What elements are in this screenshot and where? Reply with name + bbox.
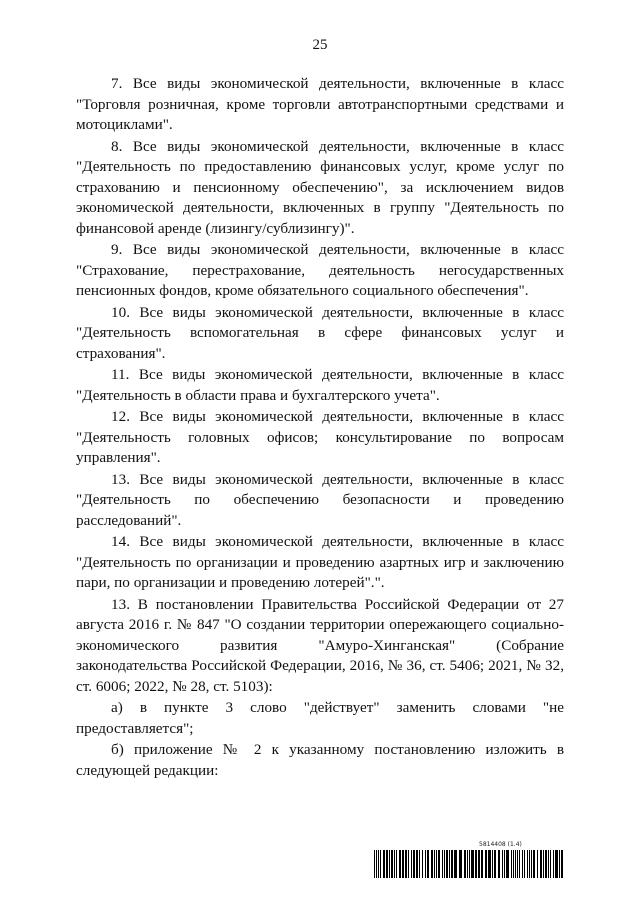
paragraph-section-13: 13. В постановлении Правительства Российской Федерации от 27 августа 2016 г. № 847 "О создании территории опережающего социально-экономического развития "Амуро-Хинганская" (Собрание законодательства Российской Федерации, 2016, № 36, ст. 5406; 2021, № 32, ст. 6006; 2022, № 28, ст. 5103):: [76, 595, 564, 695]
page-number: 25: [312, 37, 328, 53]
paragraph-item-7: 7. Все виды экономической деятельности, включенные в класс "Торговля розничная, кроме торговли автотранспортными средствами и мотоциклами".: [76, 75, 564, 133]
paragraph-item-12: 12. Все виды экономической деятельности, включенные в класс "Деятельность головных офисов; консультирование по вопросам управления".: [76, 408, 564, 466]
paragraph-item-13: 13. Все виды экономической деятельности, включенные в класс "Деятельность по обеспечению безопасности и проведению расследований".: [76, 470, 564, 529]
paragraph-subitem-b: б) приложение № 2 к указанному постановлению изложить в следующей редакции:: [76, 741, 564, 779]
paragraph-item-8: 8. Все виды экономической деятельности, включенные в класс "Деятельность по предоставлению финансовых услуг, кроме услуг по страхованию и пенсионному обеспечению", за исключением видов экономической деятельности, включенных в группу "Деятельность по финансовой аренде (лизингу/сублизингу)".: [76, 137, 564, 237]
paragraph-subitem-a: а) в пункте 3 слово "действует" заменить словами "не предоставляется";: [76, 699, 564, 737]
document-body: [76, 74, 564, 782]
document-code: 5814408 (1.4): [479, 841, 522, 848]
paragraph-item-11: 11. Все виды экономической деятельности, включенные в класс "Деятельность в области права и бухгалтерского учета".: [76, 366, 564, 404]
paragraph-item-14: 14. Все виды экономической деятельности, включенные в класс "Деятельность по организации и проведению азартных игр и заключению пари, по организации и проведению лотерей".".: [76, 533, 564, 591]
paragraph-item-10: 10. Все виды экономической деятельности, включенные в класс "Деятельность вспомогательная в сфере финансовых услуг и страхования".: [76, 303, 564, 362]
barcode: [374, 850, 565, 878]
paragraph-item-9: 9. Все виды экономической деятельности, включенные в класс "Страхование, перестрахование, деятельность негосударственных пенсионных фондов, кроме обязательного социального обеспечения".: [76, 241, 564, 299]
